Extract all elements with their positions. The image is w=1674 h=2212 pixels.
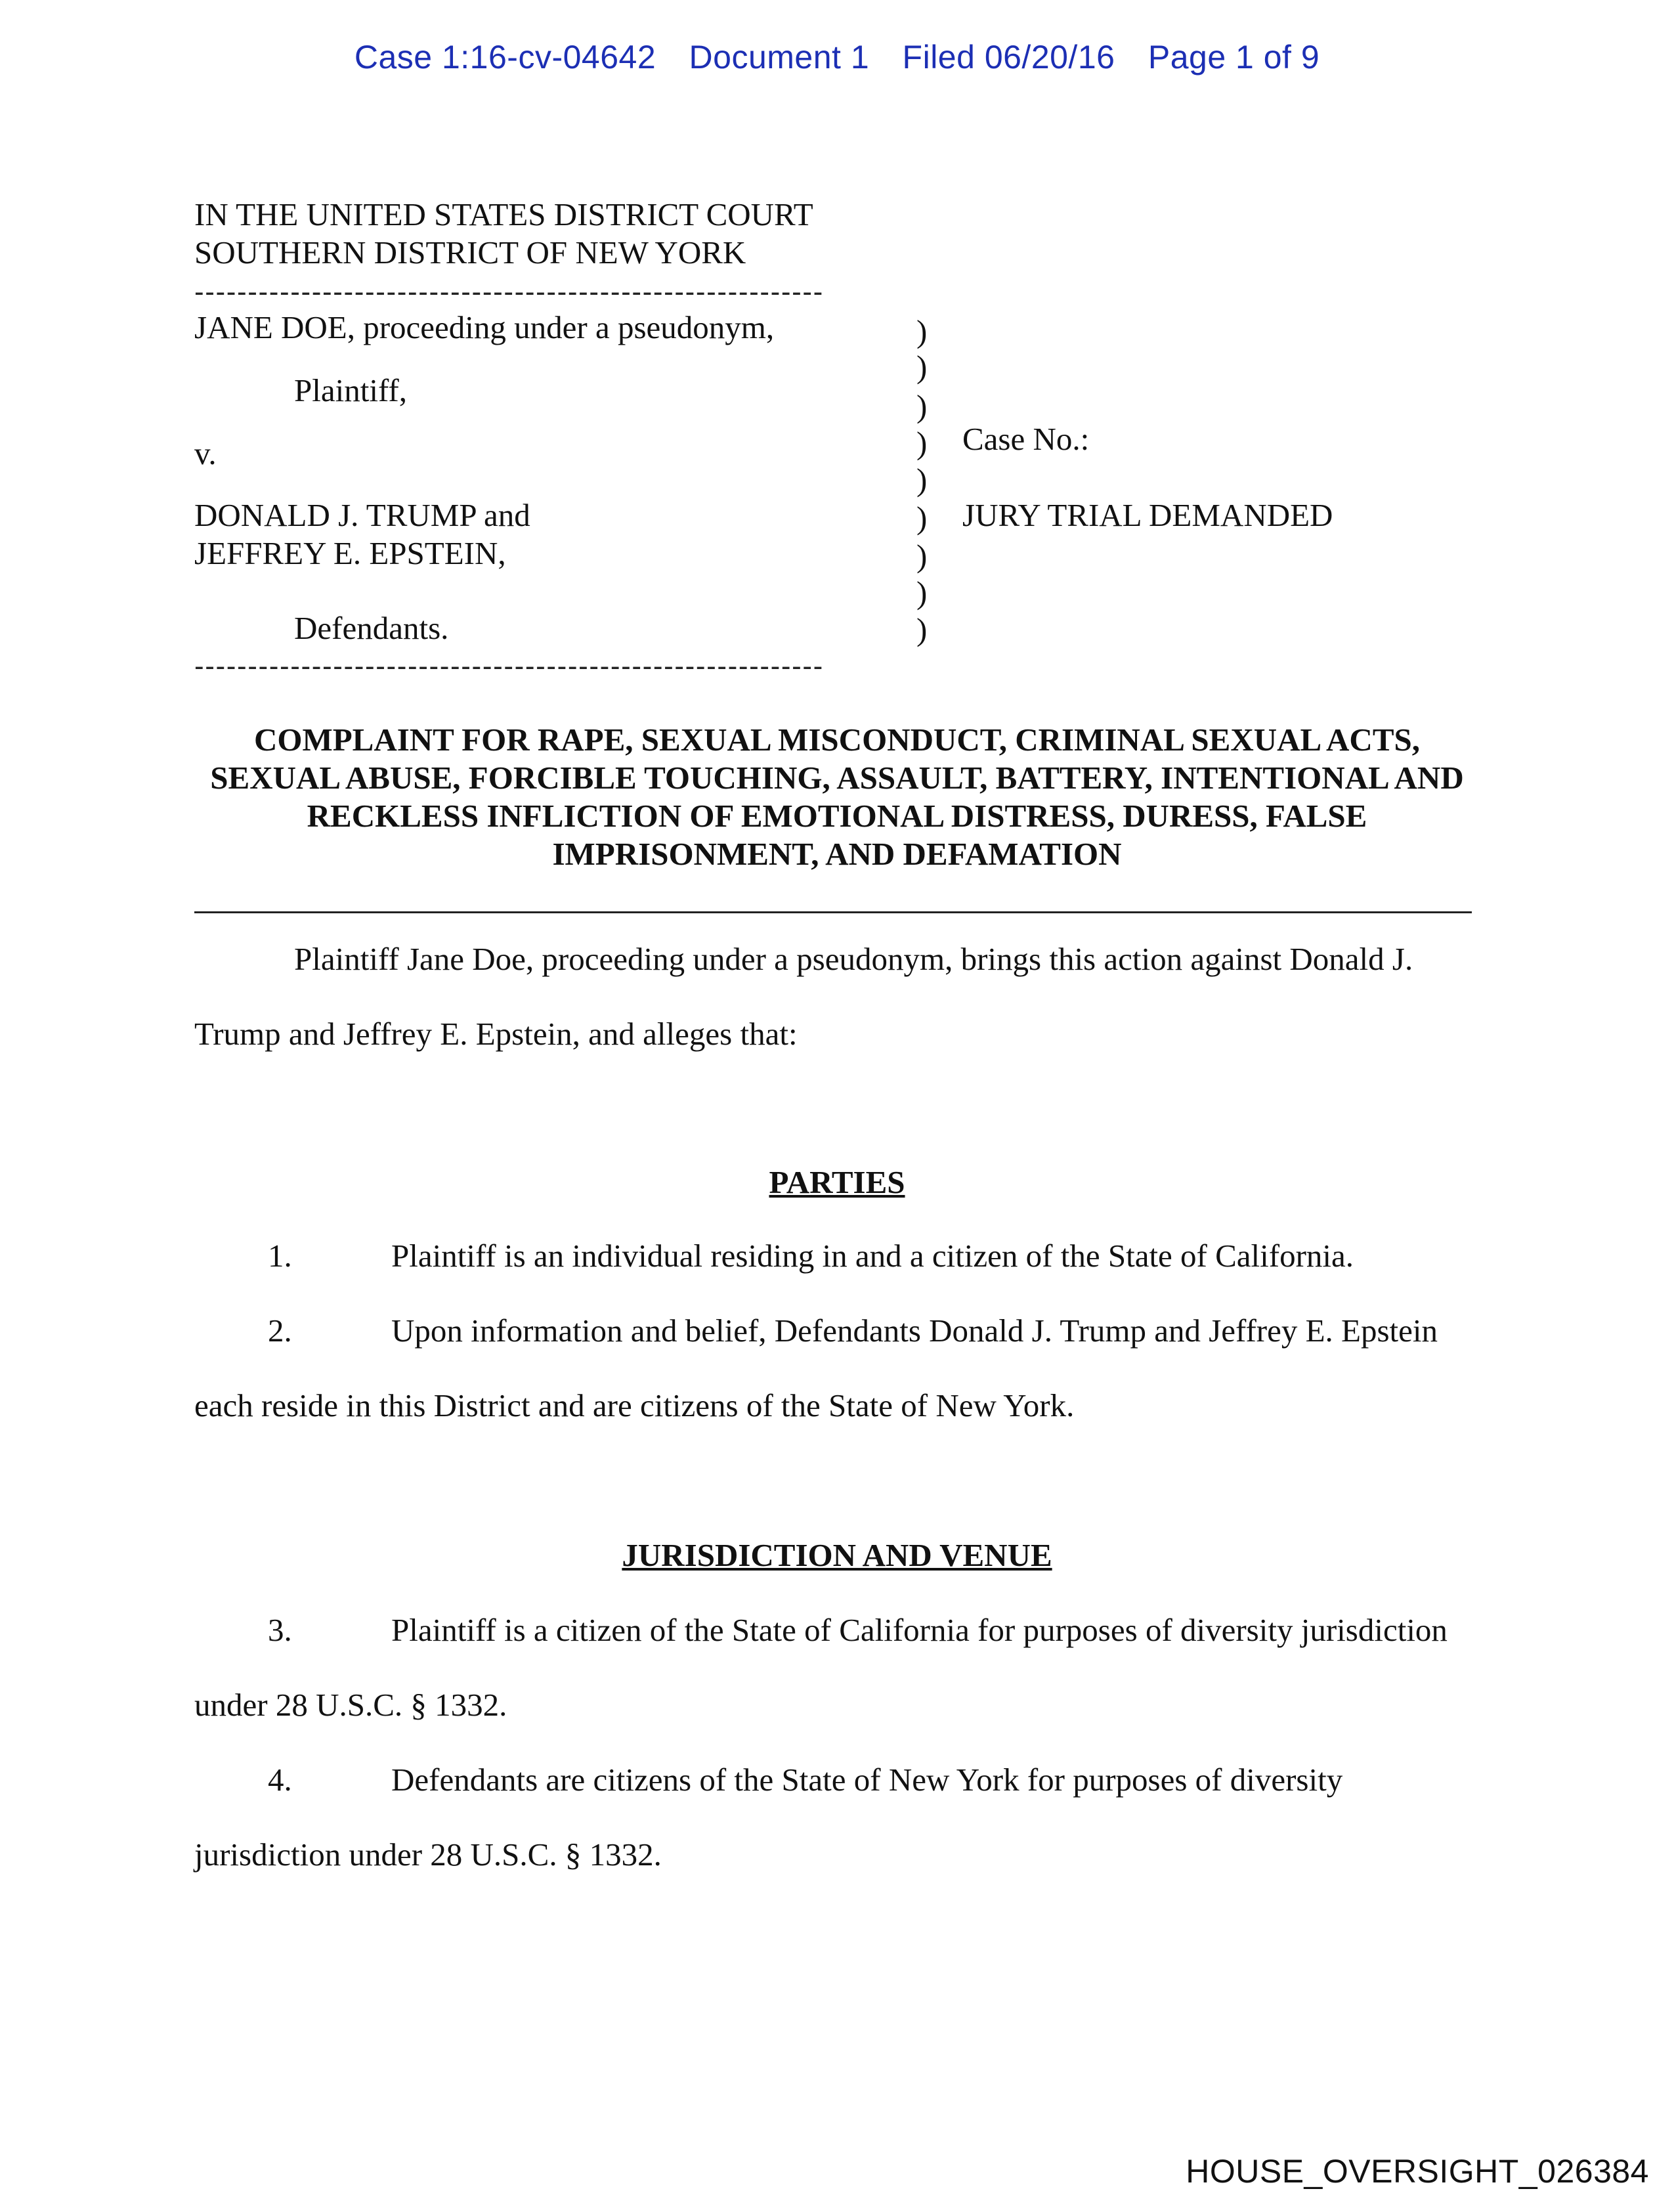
paragraph-number: 3. (268, 1612, 292, 1648)
court-name-line1: IN THE UNITED STATES DISTRICT COURT (194, 196, 813, 232)
caption-paren: ) (916, 388, 928, 424)
caption-paren: ) (916, 611, 928, 647)
caption-separator-bottom: ----------------------------------------------------------- (194, 650, 824, 682)
caption-paren: ) (916, 349, 928, 385)
complaint-title: COMPLAINT FOR RAPE, SEXUAL MISCONDUCT, CRIMINAL SEXUAL ACTS, SEXUAL ABUSE, FORCIBLE TOUCHING, ASSAULT, BATTERY, INTENTIONAL AND RECKLESS INFLICTION OF EMOTIONAL DISTRESS, DURESS, FALSE IMPRISONMENT, AND DEFAMATION (210, 722, 1464, 872)
caption-separator-top: ----------------------------------------------------------- (194, 276, 824, 308)
document-number: Document 1 (689, 39, 870, 76)
paragraph-text: jurisdiction under 28 U.S.C. § 1332. (194, 1836, 662, 1873)
paragraph-number: 4. (268, 1762, 292, 1798)
caption-paren: ) (916, 462, 928, 498)
paragraph-text: each reside in this District and are citizens of the State of New York. (194, 1387, 1075, 1423)
court-name-line2: SOUTHERN DISTRICT OF NEW YORK (194, 234, 746, 271)
paragraph-text: Plaintiff is a citizen of the State of California for purposes of diversity jurisdiction (391, 1612, 1448, 1648)
intro-line1: Plaintiff Jane Doe, proceeding under a pseudonym, brings this action against Donald J. (294, 941, 1413, 977)
caption-paren: ) (916, 425, 928, 461)
paragraph-text: Plaintiff is an individual residing in and a citizen of the State of California. (391, 1238, 1354, 1274)
case-no-label: Case No.: (962, 421, 1090, 457)
paragraph-number: 1. (268, 1238, 292, 1274)
defendant-name-line2: JEFFREY E. EPSTEIN, (194, 535, 506, 571)
section-heading-jurisdiction: JURISDICTION AND VENUE (622, 1537, 1052, 1573)
plaintiff-name: JANE DOE, proceeding under a pseudonym, (194, 309, 775, 345)
caption-paren: ) (916, 575, 928, 611)
title-rule (194, 911, 1472, 913)
caption-paren: ) (916, 500, 928, 536)
intro-line2: Trump and Jeffrey E. Epstein, and alleges that: (194, 1016, 798, 1052)
jury-demand: JURY TRIAL DEMANDED (962, 497, 1333, 533)
plaintiff-label: Plaintiff, (294, 372, 407, 408)
defendant-name-line1: DONALD J. TRUMP and (194, 497, 530, 533)
defendant-label: Defendants. (294, 610, 449, 646)
paragraph-number: 2. (268, 1312, 292, 1349)
case-number: Case 1:16-cv-04642 (354, 39, 656, 76)
paragraph-text: Defendants are citizens of the State of New York for purposes of diversity (391, 1762, 1343, 1798)
paragraph-text: Upon information and belief, Defendants Donald J. Trump and Jeffrey E. Epstein (391, 1312, 1438, 1349)
filed-date: Filed 06/20/16 (902, 39, 1115, 76)
paragraph-text: under 28 U.S.C. § 1332. (194, 1687, 507, 1723)
versus: v. (194, 435, 217, 471)
section-heading-parties: PARTIES (769, 1164, 905, 1200)
filing-header (0, 38, 1674, 76)
bates-number: HOUSE_OVERSIGHT_026384 (1186, 2153, 1649, 2190)
caption-paren: ) (916, 538, 928, 574)
page-indicator: Page 1 of 9 (1148, 39, 1320, 76)
caption-paren: ) (916, 313, 928, 349)
